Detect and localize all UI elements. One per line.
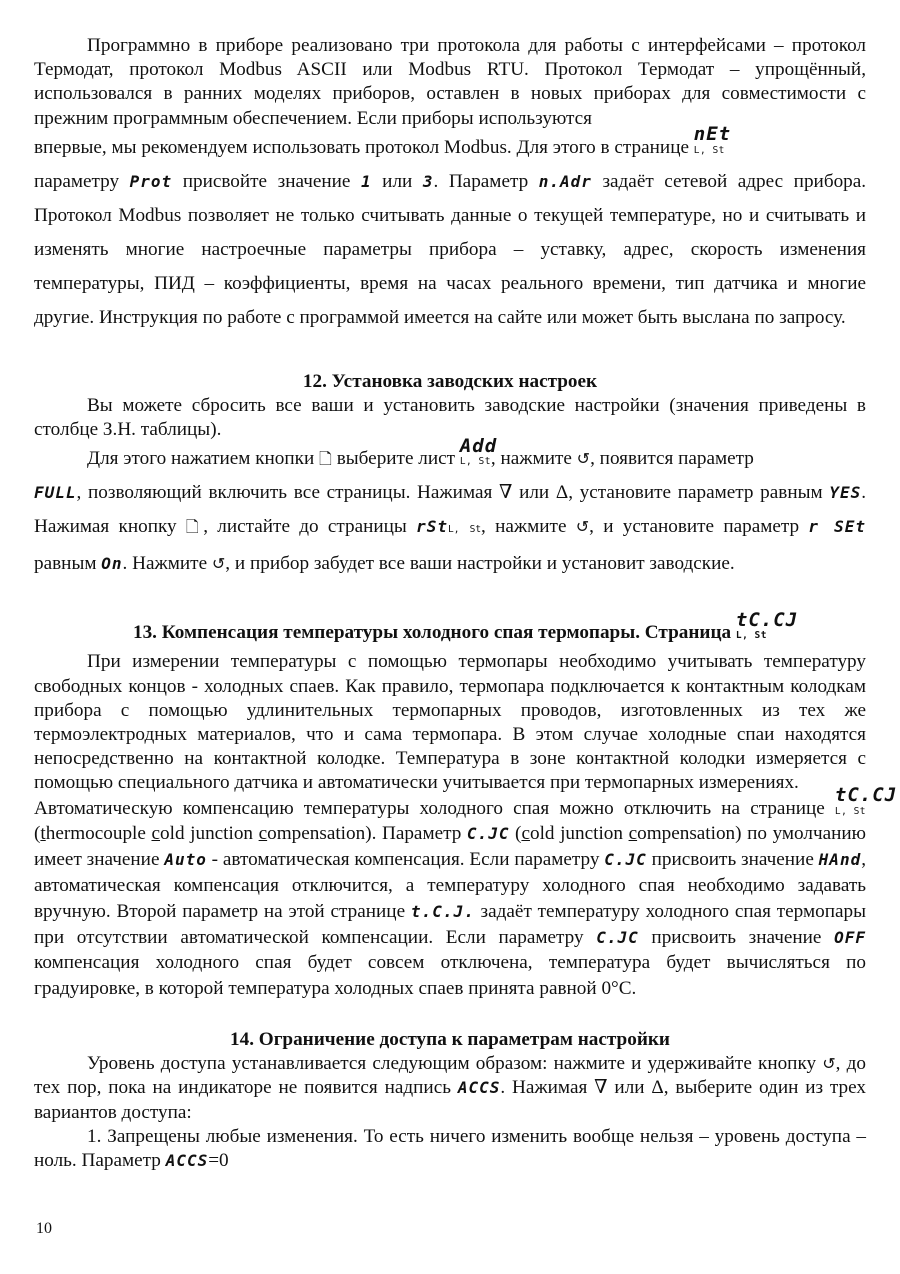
param-cjc: C.JC bbox=[596, 927, 639, 947]
section-14-title: 14. Ограничение доступа к параметрам настройки bbox=[230, 1029, 670, 1051]
param-tcj: t.C.J. bbox=[410, 901, 475, 921]
value-auto: Auto bbox=[164, 850, 207, 870]
page-button-icon: 🗋 bbox=[185, 517, 204, 537]
section-14-paragraph-2: 1. Запрещены любые изменения. То есть ничего изменить вообще нельзя – уровень доступа – ноль. Параметр ACCS=0 bbox=[34, 1125, 866, 1172]
param-cjc: C.JC bbox=[466, 824, 510, 844]
param-accs: ACCS bbox=[165, 1151, 209, 1171]
enter-button-icon: ↺ bbox=[575, 517, 590, 537]
page-code-add: Add L, St bbox=[459, 434, 498, 468]
param-accs: ACCS bbox=[457, 1078, 501, 1098]
section-13-paragraph-2: Автоматическую компенсацию температуры холодного спая можно отключить на странице tC.CJ L, St (thermocouple cold junction compensation). Параметр C.JC (cold junction compensation) по умолчанию имеет значение Auto - автоматическая компенсация. Если параметру C.JC присвоить значение HAnd, автоматическая компенсация отключится, а температуру холодного спая необходимо задавать вручную. Второй параметр на этой странице t.C.J. задаёт температуру холодного спая термопары при отсутствии автоматической компенсации. Если параметру C.JC присвоить значение OFF компенсация холодного спая будет совсем отключена, температура будет вычисляться по градуировке, в которой температура холодных спаев принята равной 0°C. bbox=[34, 783, 898, 1000]
param-nadr: n.Adr bbox=[538, 171, 592, 191]
param-prot: Prot bbox=[129, 171, 173, 191]
param-cjc: C.JC bbox=[604, 850, 647, 870]
page-button-icon: 🗋 bbox=[319, 449, 332, 469]
value-hand: HAnd bbox=[818, 850, 862, 870]
param-rset: r SEt bbox=[808, 517, 867, 537]
value-1: 1 bbox=[360, 171, 372, 191]
intro-paragraph-continued: впервые, мы рекомендуем использовать протокол Modbus. Для этого в странице nEt L, St параметру Prot присвойте значение 1 или 3. Параметр n.Adr задаёт сетевой адрес прибора. Протокол Modbus позволяет не только считывать данные о текущей температуре, но и считывать и изменять многие настроечные параметры прибора – уставку, адрес, скорость изменения температуры, ПИД – коэффициенты, время на часах реального времени, тип датчика и многие другие. Инструкция по работе с программой имеется на сайте или может быть выслана по запросу. bbox=[34, 123, 867, 328]
section-13-title: 13. Компенсация температуры холодного спая термопары. Страница tC.CJ L, St bbox=[132, 608, 799, 644]
value-yes: YES bbox=[829, 483, 862, 503]
list-subscript: L, St bbox=[447, 524, 482, 536]
value-off: OFF bbox=[834, 927, 866, 947]
value-3: 3 bbox=[422, 171, 434, 191]
enter-button-icon: ↺ bbox=[576, 449, 591, 469]
param-full: FULL bbox=[34, 483, 77, 503]
value-on: On bbox=[101, 554, 123, 574]
section-14-paragraph-1: Уровень доступа устанавливается следующим образом: нажмите и удерживайте кнопку ↺, до тех пор, пока на индикаторе не появится надпись ACCS. Нажимая ∇ или Δ, выберите один из трех вариантов доступа: bbox=[34, 1053, 867, 1123]
page-code-tccj: tC.CJ L, St bbox=[735, 608, 799, 642]
page-code-net: nEt L, St bbox=[693, 123, 732, 156]
section-12-title: 12. Установка заводских настроек bbox=[302, 370, 598, 392]
document-page bbox=[34, 34, 898, 1173]
page-number: 10 bbox=[36, 1220, 52, 1237]
enter-button-icon: ↺ bbox=[211, 554, 226, 574]
intro-paragraph: Программно в приборе реализовано три протокола для работы с интерфейсами – протокол Термодат, протокол Modbus ASCII или Modbus RTU. Протокол Термодат – упрощённый, использовался в ранних моделях приборов, оставлен в новых приборах для совместимости с прежним программным обеспечением. Если приборы используются bbox=[34, 35, 866, 129]
page-code-tccj: tC.CJ L, St bbox=[834, 783, 898, 817]
enter-button-icon: ↺ bbox=[822, 1054, 836, 1074]
section-13-paragraph-1: При измерении температуры с помощью термопары необходимо учитывать температуру свободных концов - холодных спаев. Как правило, термопара подключается к контактным колодкам прибора с помощью удлинительных термопарных проводов, изготовленных из тех же термоэлектродных материалов, что и сама термопара. В этом случае холодные спаи находятся непосредственно на контактной колодке. Температура в зоне контактной колодки измеряется с помощью специального датчика и автоматически учитывается при термопарных измерениях. bbox=[34, 651, 866, 794]
page-code-rst: rSt bbox=[416, 517, 448, 537]
section-12-paragraph-2: Для этого нажатием кнопки 🗋 выберите лист Add L, St, нажмите ↺, появится параметр FULL, позволяющий включить все страницы. Нажимая ∇ или Δ, установите параметр равным YES. Нажимая кнопку 🗋, листайте до страницы rStL, St, нажмите ↺, и установите параметр r SEt равным On. Нажмите ↺, и прибор забудет все ваши настройки и установит заводские. bbox=[34, 434, 867, 575]
section-12-paragraph-1: Вы можете сбросить все ваши и установить заводские настройки (значения приведены в столбце З.Н. таблицы). bbox=[34, 395, 866, 441]
